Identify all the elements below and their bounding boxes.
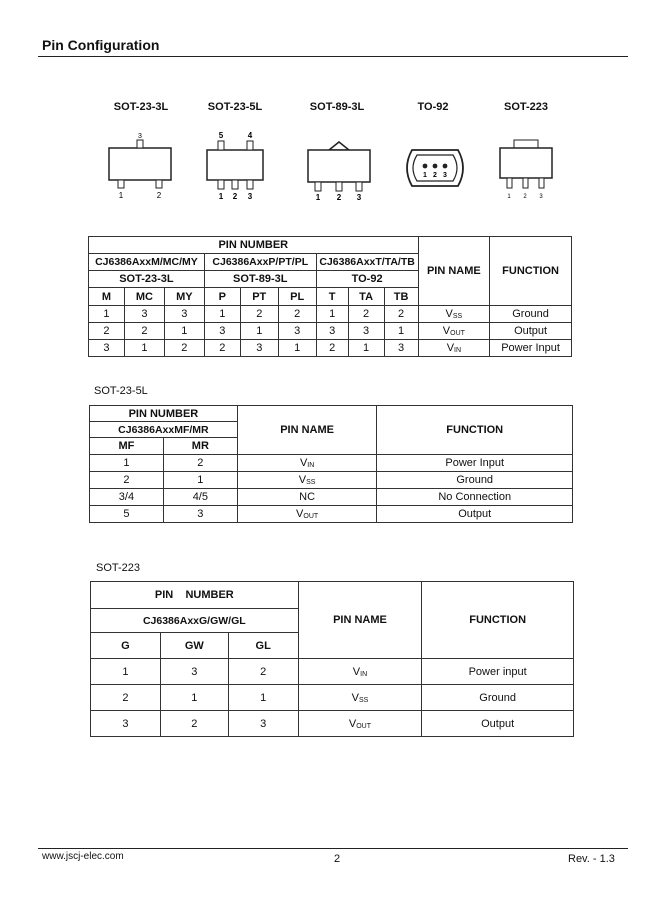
part-number-header: CJ6386AxxT/TA/TB [316,254,418,271]
pin-cell: 1 [89,306,125,323]
pin-name-main: NC [299,491,316,503]
pin-label: 3 [539,194,543,200]
pin-cell: 2 [278,306,316,323]
pin-label: 2 [336,193,342,202]
function-cell: Ground [377,472,573,489]
pin-name-main: V [445,308,453,320]
package-header: SOT-89-3L [204,271,316,288]
pin-name-sub: IN [307,462,315,469]
pin-label: 1 [118,191,124,200]
pin-cell: 3 [160,659,228,685]
pin-name-main: V [352,665,361,678]
part-number-header: CJ6386AxxMF/MR [90,422,238,438]
pin-label: 1 [315,193,321,202]
pin-label: 3 [443,172,447,179]
pin-cell: 2 [164,340,204,357]
pin-cell: 2 [91,685,161,711]
table-row [90,489,573,506]
pin-cell: 2 [228,659,298,685]
pin-label: 1 [507,194,511,200]
table-row [90,472,573,489]
function-cell: Output [490,323,572,340]
pin-name-sub: OUT [450,330,465,337]
pin-name-header: PIN NAME [298,582,422,659]
pin-name-header: PIN NAME [237,406,377,455]
pin-name-sub: OUT [303,513,319,520]
package-header: SOT-23-3L [89,271,205,288]
sot223-package-diagram [494,136,558,204]
column-header: MC [124,288,164,306]
pin-cell: 1 [124,340,164,357]
pin-label: 5 [218,131,224,140]
pin-label: 4 [247,131,253,140]
pin-name-main: V [348,717,357,730]
pin-cell: 2 [384,306,418,323]
pin-table-sot223 [90,581,574,737]
pin-cell: 1 [278,340,316,357]
pin-name-sub: SS [358,696,369,704]
pin-label: 3 [138,133,142,140]
package-label-to92: TO-92 [417,101,449,113]
to92-package-diagram [402,142,468,194]
footer-website: www.jscj-elec.com [42,851,124,862]
pin-name-main: V [442,325,451,337]
column-header: MF [90,438,164,455]
function-cell: No Connection [377,489,573,506]
column-header: PT [240,288,278,306]
sot23-5l-package-diagram [201,128,271,203]
pin-cell: 4/5 [163,489,237,506]
table-row [89,323,572,340]
pin-cell: 2 [204,340,240,357]
pin-cell: 3 [316,323,348,340]
pin-cell: 3 [228,711,298,737]
table-row [91,685,574,711]
section-title-sot23-5l: SOT-23-5L [94,385,148,397]
pin-name-cell [237,472,377,489]
pin-label: 1 [218,192,224,201]
pin-cell: 2 [316,340,348,357]
column-header: MY [164,288,204,306]
pin-name-main: V [351,691,359,704]
pin-cell: 2 [124,323,164,340]
pin-name-sub: IN [360,670,368,678]
column-header: G [91,633,161,659]
pin-label: 1 [423,172,427,179]
pin-cell: 2 [160,711,228,737]
column-header: TB [384,288,418,306]
function-cell: Power Input [490,340,572,357]
pin-name-cell [418,323,490,340]
pin-cell: 3 [204,323,240,340]
pin-label: 2 [523,194,527,200]
pin-cell: 1 [90,455,164,472]
table-row [89,306,572,323]
part-number-header: CJ6386AxxM/MC/MY [89,254,205,271]
pin-cell: 1 [240,323,278,340]
function-cell: Output [377,506,573,523]
pin-name-main: V [446,342,455,354]
package-label-sot23-3l: SOT-23-3L [113,101,169,113]
pin-cell: 1 [160,685,228,711]
pin-cell: 2 [89,323,125,340]
pin-cell: 3 [124,306,164,323]
pin-number-header: PIN NUMBER [90,406,238,422]
pin-name-cell [298,711,422,737]
pin-cell: 3 [240,340,278,357]
pin-cell: 1 [384,323,418,340]
pin-cell: 1 [163,472,237,489]
function-header: FUNCTION [490,237,572,306]
pin-label: 2 [232,192,238,201]
package-header: TO-92 [316,271,418,288]
sot23-3l-package-diagram [105,128,175,203]
table-row [90,506,573,523]
package-label-sot223: SOT-223 [503,101,549,113]
pin-number-header: PIN NUMBER [91,582,299,609]
pin-name-header: PIN NAME [418,237,490,306]
pin-name-main: V [298,474,307,486]
function-header: FUNCTION [422,582,574,659]
pin-table-sot23-5l [89,405,573,523]
table-row [89,340,572,357]
part-number-header: CJ6386AxxG/GW/GL [91,609,299,633]
column-header: GW [160,633,228,659]
function-cell: Ground [490,306,572,323]
pin-cell: 2 [240,306,278,323]
pin-name-cell [418,306,490,323]
pin-cell: 3 [163,506,237,523]
package-label-sot23-5l: SOT-23-5L [207,101,263,113]
pin-name-main: V [296,508,304,520]
pin-name-cell [237,455,377,472]
pin-cell: 3 [164,306,204,323]
pin-cell: 3 [348,323,384,340]
table-row [91,711,574,737]
pin-name-cell [418,340,490,357]
table-row [91,659,574,685]
sot89-3l-package-diagram [301,136,376,204]
pin-cell: 2 [348,306,384,323]
pin-label: 3 [356,193,362,202]
function-cell: Output [422,711,574,737]
pin-label: 2 [156,191,162,200]
pin-name-cell [298,659,422,685]
pin-name-sub: IN [454,347,462,354]
header-rule [38,56,628,57]
column-header: PL [278,288,316,306]
column-header: TA [348,288,384,306]
pin-cell: 1 [91,659,161,685]
function-cell: Power Input [377,455,573,472]
pin-label: 3 [247,192,253,201]
pin-cell: 1 [348,340,384,357]
pin-cell: 3 [89,340,125,357]
page-title: Pin Configuration [42,37,160,53]
pin-cell: 2 [90,472,164,489]
pin-name-main: V [299,457,308,469]
pin-name-cell [237,489,377,506]
column-header: P [204,288,240,306]
column-header: M [89,288,125,306]
pin-cell: 1 [228,685,298,711]
pin-number-header: PIN NUMBER [89,237,419,254]
pin-name-cell [298,685,422,711]
part-number-header: CJ6386AxxP/PT/PL [204,254,316,271]
table-row [90,455,573,472]
pin-cell: 2 [163,455,237,472]
pin-cell: 3 [91,711,161,737]
pin-cell: 3/4 [90,489,164,506]
function-header: FUNCTION [377,406,573,455]
pin-cell: 1 [164,323,204,340]
pin-cell: 3 [278,323,316,340]
column-header: GL [228,633,298,659]
pin-cell: 1 [204,306,240,323]
pin-name-sub: SS [306,479,316,486]
page-number: 2 [334,853,341,865]
footer-rule [38,848,628,849]
function-cell: Ground [422,685,574,711]
revision-label: Rev. - 1.3 [568,853,615,865]
pin-cell: 1 [316,306,348,323]
section-title-sot223: SOT-223 [96,562,141,574]
pin-table-main [88,236,572,357]
package-label-sot89-3l: SOT-89-3L [309,101,365,113]
column-header: T [316,288,348,306]
pin-name-sub: SS [452,313,463,320]
pin-label: 2 [433,172,437,179]
pin-name-sub: OUT [356,722,372,730]
function-cell: Power input [422,659,574,685]
pin-cell: 5 [90,506,164,523]
pin-name-cell [237,506,377,523]
pin-cell: 3 [384,340,418,357]
column-header: MR [163,438,237,455]
